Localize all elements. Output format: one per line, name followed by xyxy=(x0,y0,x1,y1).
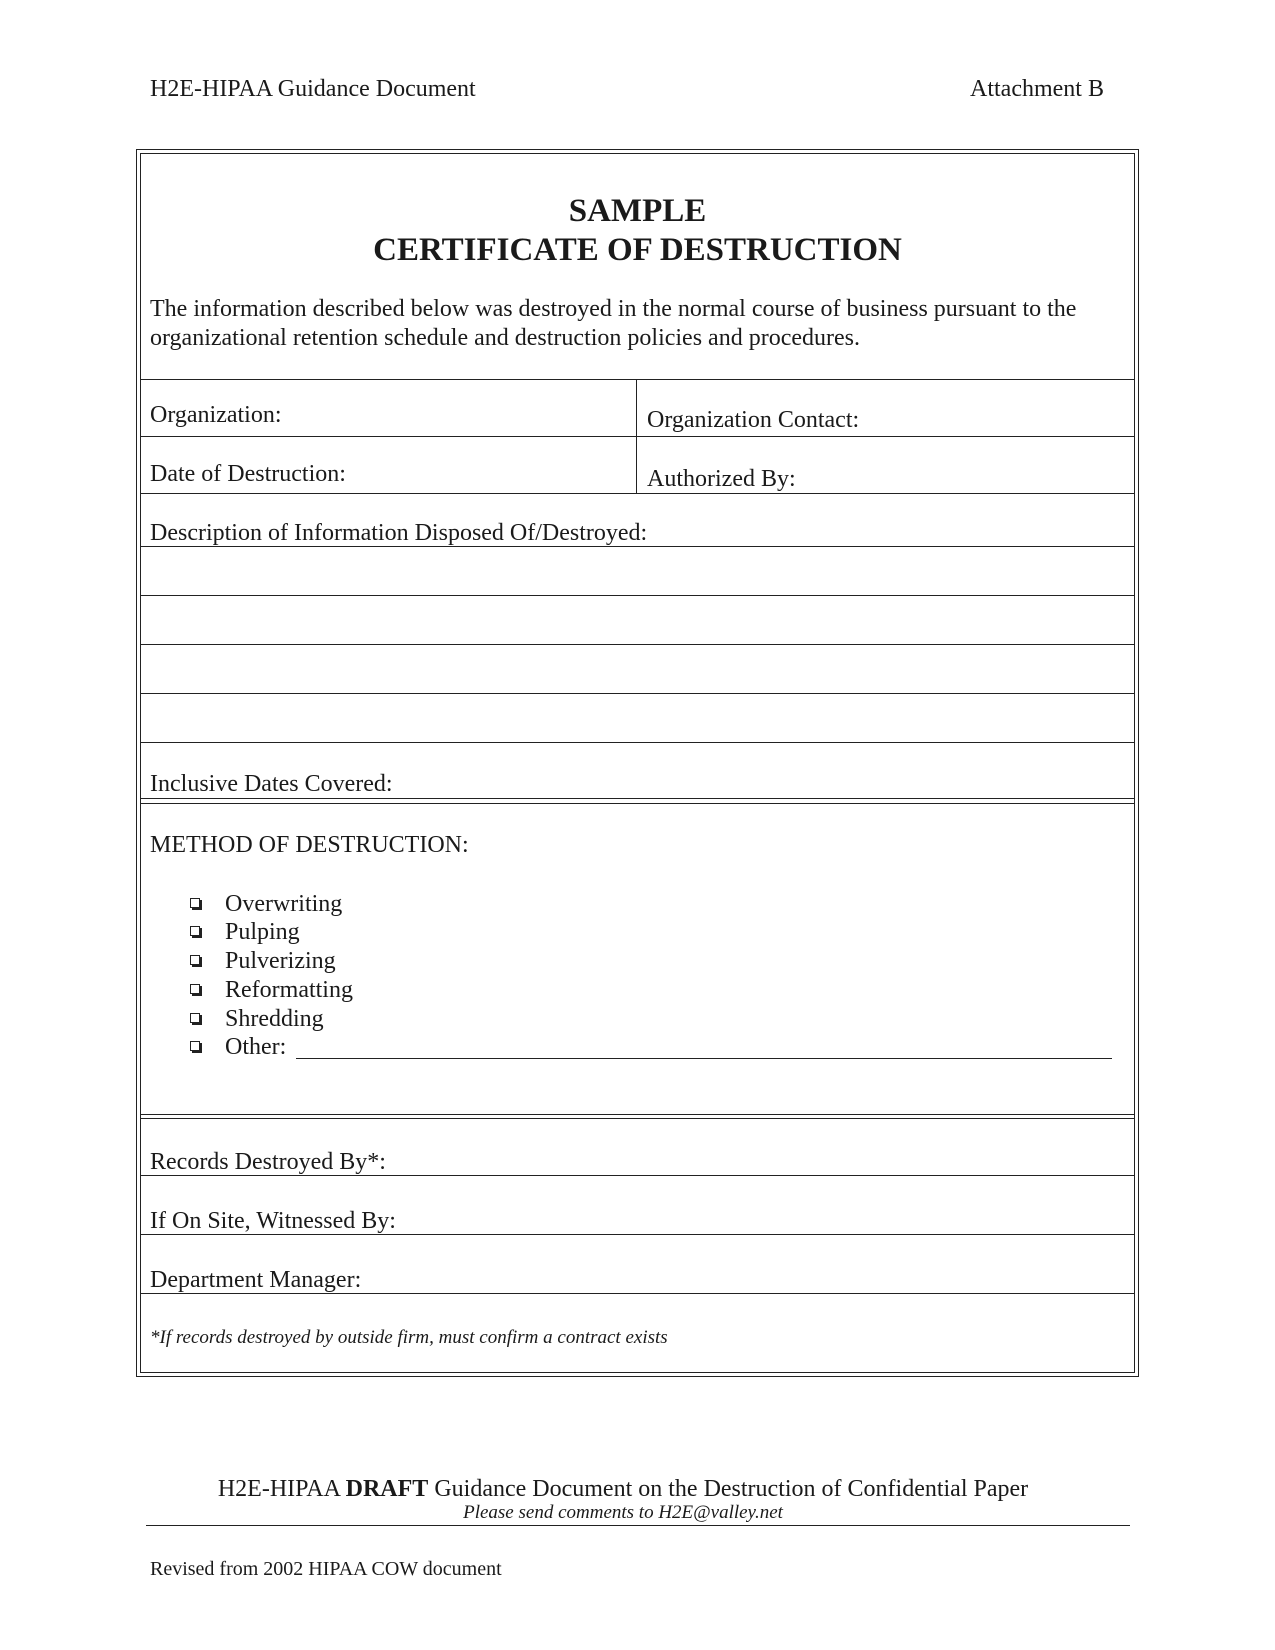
option-label: Shredding xyxy=(225,1006,324,1032)
document-header-title: H2E-HIPAA Guidance Document xyxy=(150,76,476,102)
footer-title-prefix: H2E-HIPAA xyxy=(217,1476,346,1502)
other-method-input-line[interactable] xyxy=(296,1058,1112,1059)
field-line xyxy=(140,798,1135,799)
date-of-destruction-field-label: Date of Destruction: xyxy=(150,461,346,487)
records-destroyed-by-label: Records Destroyed By*: xyxy=(150,1149,386,1175)
description-line[interactable] xyxy=(140,693,1135,694)
option-label: Pulping xyxy=(225,919,300,945)
footer-title-suffix: Guidance Document on the Destruction of Confidential Paper xyxy=(428,1476,1029,1502)
option-label: Pulverizing xyxy=(225,948,336,974)
description-field-label: Description of Information Disposed Of/Destroyed: xyxy=(150,520,648,546)
divider xyxy=(140,379,1135,380)
divider xyxy=(140,1114,1135,1115)
description-line[interactable] xyxy=(140,644,1135,645)
checkbox[interactable] xyxy=(190,926,200,936)
footnote: *If records destroyed by outside firm, must confirm a contract exists xyxy=(150,1327,668,1348)
column-divider xyxy=(636,379,637,493)
title-certificate: CERTIFICATE OF DESTRUCTION xyxy=(373,232,902,268)
authorized-by-field-label: Authorized By: xyxy=(647,466,796,492)
method-heading: METHOD OF DESTRUCTION: xyxy=(150,832,469,858)
form-title xyxy=(140,192,1135,270)
checkbox[interactable] xyxy=(190,1041,200,1051)
description-line[interactable] xyxy=(140,742,1135,743)
checkbox[interactable] xyxy=(190,1013,200,1023)
footer-title xyxy=(140,1475,1106,1503)
divider xyxy=(140,1118,1135,1119)
title-sample: SAMPLE xyxy=(568,193,707,229)
inclusive-dates-field-label: Inclusive Dates Covered: xyxy=(150,771,393,797)
field-line xyxy=(140,493,1135,494)
checkbox[interactable] xyxy=(190,898,200,908)
checkbox[interactable] xyxy=(190,955,200,965)
witnessed-by-label: If On Site, Witnessed By: xyxy=(150,1208,396,1234)
organization-contact-field-label: Organization Contact: xyxy=(647,407,860,433)
option-label: Reformatting xyxy=(225,977,353,1003)
revision-note: Revised from 2002 HIPAA COW document xyxy=(150,1558,502,1580)
divider xyxy=(140,803,1135,804)
option-label: Overwriting xyxy=(225,891,343,917)
intro-paragraph: The information described below was destroyed in the normal course of business pursuant to the organizational retention schedule and destruction policies and procedures. xyxy=(150,296,1077,351)
field-line xyxy=(140,436,1135,437)
department-manager-label: Department Manager: xyxy=(150,1267,362,1293)
organization-field-label: Organization: xyxy=(150,402,282,428)
attachment-label: Attachment B xyxy=(970,76,1104,102)
footer-comments-note: Please send comments to H2E@valley.net xyxy=(463,1502,783,1523)
description-line[interactable] xyxy=(140,595,1135,596)
footer-rule xyxy=(146,1525,1130,1526)
footer-draft-label: DRAFT xyxy=(345,1476,429,1502)
option-label: Other: xyxy=(225,1034,287,1060)
checkbox[interactable] xyxy=(190,984,200,994)
